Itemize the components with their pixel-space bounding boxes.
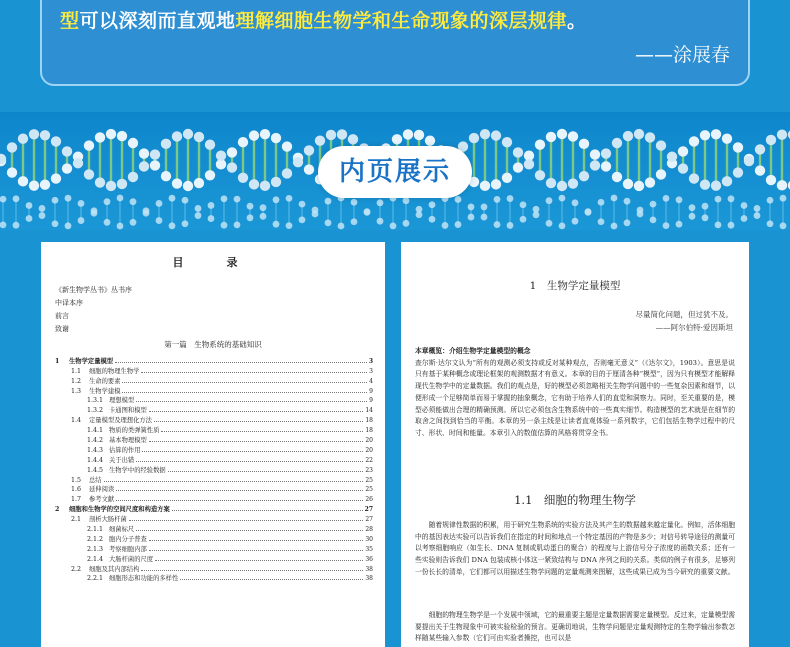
helix-atom xyxy=(194,178,204,188)
toc-entry-number: 1.4.3 xyxy=(87,446,104,454)
helix-atom xyxy=(161,139,171,149)
toc-entry-page: 38 xyxy=(365,575,373,583)
toc-leader-dots xyxy=(104,480,364,482)
toc-entry-number: 1.4.5 xyxy=(87,466,104,474)
helix-atom xyxy=(601,161,611,171)
helix-atom xyxy=(7,142,17,152)
toc-entry xyxy=(55,424,373,434)
helix-atom xyxy=(106,181,116,191)
helix-atom xyxy=(722,176,732,186)
helix-atom xyxy=(62,146,72,156)
helix-atom xyxy=(469,133,479,143)
helix-atom xyxy=(172,131,182,141)
front-matter-preface: 前言 xyxy=(55,312,69,320)
toc-leader-dots xyxy=(136,460,363,462)
helix-atom xyxy=(491,130,501,140)
toc-entry-title: 细胞形态和功能的多样性 xyxy=(109,575,179,583)
helix-atom xyxy=(205,140,215,150)
section-title: 1.1 细胞的物理生物学 xyxy=(514,493,636,507)
helix-atom xyxy=(678,163,688,173)
helix-atom xyxy=(337,129,347,139)
toc-entry-number: 1.2 xyxy=(71,377,82,385)
helix-atom xyxy=(139,161,149,171)
helix-atom xyxy=(634,181,644,191)
toc-entry-page: 20 xyxy=(365,437,373,445)
helix-atom xyxy=(315,135,325,145)
helix-atom xyxy=(348,134,358,144)
toc-entry xyxy=(55,543,373,553)
helix-atom xyxy=(172,178,182,188)
summary-label: 本章概览： xyxy=(415,347,449,355)
helix-atom xyxy=(216,150,226,160)
front-matter-acknowledgements: 致谢 xyxy=(55,325,69,333)
helix-atom xyxy=(689,136,699,146)
toc-entry-page: 38 xyxy=(365,565,373,573)
toc-entry-title: 定量模型及理想化方法 xyxy=(89,417,152,425)
epigraph-attribution: ——阿尔伯特·爱因斯坦 xyxy=(655,323,733,332)
toc-entry xyxy=(55,444,373,454)
toc-entry-number: 1.4 xyxy=(71,417,82,425)
toc-entry xyxy=(55,503,373,513)
toc-entry-title: 物质的类弹簧性质 xyxy=(109,427,160,435)
toc-entry xyxy=(55,355,373,365)
toc-entry-number: 2.1.2 xyxy=(87,535,104,543)
chapter-summary xyxy=(415,346,735,440)
helix-atom xyxy=(513,162,523,172)
helix-atom xyxy=(733,142,743,152)
helix-atom xyxy=(579,139,589,149)
helix-atom xyxy=(590,160,600,170)
part-title: 第一篇 生物系统的基础知识 xyxy=(164,340,262,349)
toc-entry-number: 1 xyxy=(55,357,60,365)
helix-atom xyxy=(590,149,600,159)
summary-body: 查尔斯·达尔文认为“所有的观测必须支持或反对某种观点，否则毫无意义”（《达尔文》，1903）。意思是说只有基于某种概念或理论框架的观测数据才有意义。本章的目的于厘清各种“模型”，因为只有模型才能解释现代生物学中的定量数据。我们的观点是，好的模型必须忽略相关生物学问题中的一些复杂因素和细节，以便形成一个足够简单而易于掌握的抽象概念，它有助于培养人们的直觉和洞察力。同时，至关重要的是，模型必须能做出合理的精确预测。所以它必须包含生物系统中的一些真实细节。构造模型的艺术就是在细节的取舍之间找到恰当的平衡。本章的另一条主线是让读者直观体验一系列数字，它们包括生物学过程中的尺寸、形状、时间和能量。本章引入的数值估算的风格将贯穿全书。 xyxy=(415,358,735,437)
toc-entry-page: 20 xyxy=(365,446,373,454)
toc-leader-dots xyxy=(180,578,363,580)
helix-atom xyxy=(249,130,259,140)
helix-atom xyxy=(271,177,281,187)
helix-atom xyxy=(623,131,633,141)
quote-end: 。 xyxy=(567,10,587,32)
helix-atom xyxy=(117,131,127,141)
toc-leader-dots xyxy=(122,391,367,393)
quote-highlight: 理解细胞生物学和生命现象的深层规律 xyxy=(235,10,568,32)
helix-atom xyxy=(568,178,578,188)
toc-entry-number: 2.2.1 xyxy=(87,575,104,583)
helix-atom xyxy=(73,158,83,168)
toc-entry-title: 估算的作用 xyxy=(109,446,141,454)
helix-atom xyxy=(711,181,721,191)
toc-entry-title: 细菌标尺 xyxy=(109,526,135,534)
helix-atom xyxy=(645,177,655,187)
helix-atom xyxy=(84,169,94,179)
toc-entry-page: 3 xyxy=(369,367,373,375)
toc-entry-title: 卡通图和模型 xyxy=(109,407,147,415)
toc-entry-number: 1.3 xyxy=(71,387,82,395)
helix-atom xyxy=(535,170,545,180)
toc-entry-title: 延伸阅读 xyxy=(89,486,115,494)
body-paragraph-2: 细胞的物理生物学是一个发展中领域，它的最重要主题是定量数据需要定量模型。反过来，定量模型需要提出关于生物现象中可被实验检验的预言。更确切地说，生物学问题是定量观测特定的生物学输出参数怎样随某些输入参数（它们可由实验者操控，也可以是 xyxy=(415,611,735,643)
helix-atom xyxy=(656,169,666,179)
toc-entry-number: 1.4.4 xyxy=(87,456,104,464)
helix-atom xyxy=(29,181,39,191)
helix-atom xyxy=(150,149,160,159)
toc-entry-page: 23 xyxy=(365,466,373,474)
toc-entry-title: 生物学定量模型 xyxy=(69,357,114,365)
toc-entry xyxy=(55,464,373,474)
quote-middle: 可以深刻而直观地 xyxy=(79,10,236,32)
toc-entry xyxy=(55,474,373,484)
toc-entry-title: 考察细胞内部 xyxy=(109,545,147,553)
toc-entry-page: 27 xyxy=(365,516,373,524)
toc-entry-page: 18 xyxy=(365,427,373,435)
toc-entry-title: 剖析大肠杆菌 xyxy=(89,516,127,524)
toc-entry xyxy=(55,454,373,464)
helix-atom xyxy=(678,146,688,156)
toc-entry-number: 1.7 xyxy=(71,496,82,504)
helix-atom xyxy=(579,171,589,181)
helix-atom xyxy=(271,133,281,143)
helix-atom xyxy=(777,129,787,139)
toc-entry xyxy=(55,484,373,494)
toc-entry xyxy=(55,563,373,573)
toc-leader-dots xyxy=(172,509,363,511)
helix-atom xyxy=(403,129,413,139)
helix-atom xyxy=(161,171,171,181)
helix-atom xyxy=(524,159,534,169)
quote-prefix: 型 xyxy=(60,10,80,32)
text-page xyxy=(401,242,749,647)
toc-leader-dots xyxy=(141,371,367,373)
toc-entry-number: 2.1.4 xyxy=(87,555,104,563)
helix-atom xyxy=(744,156,754,166)
helix-atom xyxy=(667,152,677,162)
toc-leader-dots xyxy=(149,440,364,442)
toc-entry xyxy=(55,385,373,395)
toc-leader-dots xyxy=(136,400,367,402)
helix-atom xyxy=(711,129,721,139)
toc-entry xyxy=(55,365,373,375)
helix-atom xyxy=(634,129,644,139)
toc-entry-title: 基本物理模型 xyxy=(109,437,147,445)
toc-entry-number: 2 xyxy=(55,506,60,514)
helix-atom xyxy=(282,168,292,178)
helix-atom xyxy=(546,132,556,142)
toc-entry-title: 生物学建模 xyxy=(89,387,121,395)
toc-entry-number: 1.3.2 xyxy=(87,407,104,415)
helix-atom xyxy=(117,179,127,189)
helix-atom xyxy=(282,141,292,151)
toc-entry xyxy=(55,493,373,503)
helix-atom xyxy=(304,164,314,174)
summary-lead: 介绍生物学定量模型的概念 xyxy=(448,347,531,355)
toc-leader-dots xyxy=(154,420,363,422)
toc-entry-number: 1.6 xyxy=(71,486,82,494)
quote-card xyxy=(40,0,750,86)
helix-atom xyxy=(227,162,237,172)
toc-entry-number: 1.5 xyxy=(71,476,82,484)
toc-entry-page: 18 xyxy=(365,417,373,425)
section-badge: 内页展示 xyxy=(318,146,472,198)
helix-atom xyxy=(260,129,270,139)
toc-entry-title: 大肠杆菌的尺度 xyxy=(109,555,154,563)
helix-atom xyxy=(755,165,765,175)
toc-title: 目 录 xyxy=(172,256,254,269)
helix-atom xyxy=(139,148,149,158)
toc-leader-dots xyxy=(155,559,363,561)
toc-leader-dots xyxy=(129,519,364,521)
helix-atom xyxy=(777,180,787,190)
toc-entry-page: 3 xyxy=(368,357,373,365)
helix-atom xyxy=(18,176,28,186)
helix-atom xyxy=(480,181,490,191)
epigraph xyxy=(636,308,734,334)
toc-entry-page: 25 xyxy=(365,476,373,484)
toc-entry-page: 22 xyxy=(365,456,373,464)
helix-atom xyxy=(293,157,303,167)
helix-atom xyxy=(29,129,39,139)
toc-entry-title: 关于出错 xyxy=(109,456,135,464)
toc-leader-dots xyxy=(142,450,363,452)
toc-leader-dots xyxy=(115,361,367,363)
helix-atom xyxy=(546,178,556,188)
helix-atom xyxy=(95,177,105,187)
helix-atom xyxy=(326,130,336,140)
toc-entry-number: 2.1.1 xyxy=(87,526,104,534)
toc-entry-title: 生命的要素 xyxy=(89,377,121,385)
toc-entry-number: 1.3.1 xyxy=(87,397,104,405)
helix-atom xyxy=(480,129,490,139)
helix-atom xyxy=(645,132,655,142)
toc-entry-number: 2.1 xyxy=(71,516,82,524)
toc-entry-title: 细胞和生物学的空间尺度和构造方案 xyxy=(69,506,170,514)
toc-entry-page: 27 xyxy=(364,506,373,514)
helix-atom xyxy=(205,170,215,180)
toc-entry-title: 生物学中的经验数据 xyxy=(109,466,166,474)
helix-atom xyxy=(106,129,116,139)
helix-atom xyxy=(150,160,160,170)
helix-atom xyxy=(51,173,61,183)
helix-atom xyxy=(491,179,501,189)
helix-atom xyxy=(755,144,765,154)
toc-entry-title: 细胞的物理生物学 xyxy=(89,367,140,375)
helix-atom xyxy=(84,140,94,150)
toc-leader-dots xyxy=(149,539,364,541)
helix-atom xyxy=(656,140,666,150)
helix-atom xyxy=(568,131,578,141)
helix-atom xyxy=(733,167,743,177)
toc-entry-number: 1.4.1 xyxy=(87,427,104,435)
helix-atom xyxy=(722,133,732,143)
helix-atom xyxy=(249,179,259,189)
body-paragraph-1: 随着规律性数据的积累，用于研究生物系统的实验方法及其产生的数据越来越定量化。例如，活体细胞中的基因表达实验可以告诉我们在指定的时间和地点一个特定基因的产物是多少；对信号转导途径的测量可以考察细胞响应（如生长、DNA 复制或肌动蛋白的聚合）的程度与上游信号分子浓度的函数关系；还有一些实验则告诉我们 DNA 包装成核小体这一紧致结构与 DNA 序列之间的关系。类似的例子有很多，足够列一份长长的清单，它们都可以用描述生物学问题的定量观测来图解，这些成果已成为当今研究的重要文献。 xyxy=(415,521,735,576)
helix-atom xyxy=(502,137,512,147)
toc-entry-number: 2.2 xyxy=(71,565,82,573)
toc-entry-page: 14 xyxy=(365,407,373,415)
toc-entry xyxy=(55,404,373,414)
helix-atom xyxy=(557,129,567,139)
toc-entry-page: 30 xyxy=(365,535,373,543)
toc-leader-dots xyxy=(116,499,363,501)
toc-leader-dots xyxy=(122,381,367,383)
helix-atom xyxy=(601,148,611,158)
helix-atom xyxy=(238,173,248,183)
helix-atom xyxy=(95,132,105,142)
toc-leader-dots xyxy=(141,569,363,571)
toc-entry-title: 细胞及其内部结构 xyxy=(89,565,140,573)
toc-entry xyxy=(55,414,373,424)
toc-leader-dots xyxy=(116,489,363,491)
helix-atom xyxy=(128,172,138,182)
helix-atom xyxy=(766,135,776,145)
helix-atom xyxy=(612,138,622,148)
toc-entry xyxy=(55,375,373,385)
helix-atom xyxy=(183,129,193,139)
toc-entry-page: 36 xyxy=(365,555,373,563)
toc-leader-dots xyxy=(149,410,364,412)
helix-atom xyxy=(238,137,248,147)
toc-entry-number: 1.4.2 xyxy=(87,437,104,445)
toc-leader-dots xyxy=(149,549,364,551)
toc-entry-page: 9 xyxy=(369,387,373,395)
toc-leader-dots xyxy=(161,430,363,432)
helix-atom xyxy=(392,134,402,144)
toc-entry xyxy=(55,395,373,405)
toc-entry-page: 4 xyxy=(369,377,373,385)
toc-entry-title: 参考文献 xyxy=(89,496,115,504)
toc-entry-page: 26 xyxy=(365,496,373,504)
epigraph-quote: 尽量简化问题，但过犹不及。 xyxy=(635,310,733,319)
helix-atom xyxy=(183,181,193,191)
toc-entry xyxy=(55,513,373,523)
toc-entry xyxy=(55,533,373,543)
helix-atom xyxy=(623,179,633,189)
helix-atom xyxy=(194,132,204,142)
quote-author: ——涂展春 xyxy=(634,44,730,66)
toc-entry-page: 25 xyxy=(365,486,373,494)
toc-entry-number: 2.1.3 xyxy=(87,545,104,553)
helix-atom xyxy=(62,163,72,173)
toc-entry-number: 1.1 xyxy=(71,367,82,375)
toc-entry xyxy=(55,434,373,444)
helix-atom xyxy=(513,147,523,157)
front-matter-series-preface: 《新生物学丛书》丛书序 xyxy=(55,286,132,294)
toc-entry-page: 28 xyxy=(365,526,373,534)
helix-atom xyxy=(557,181,567,191)
toc-page xyxy=(41,242,385,647)
helix-atom xyxy=(40,130,50,140)
chapter-title: 1 生物学定量模型 xyxy=(529,280,621,292)
helix-atom xyxy=(260,181,270,191)
toc-entry-page: 9 xyxy=(369,397,373,405)
helix-atom xyxy=(612,172,622,182)
helix-atom xyxy=(128,138,138,148)
toc-entry-title: 胞内分子普查 xyxy=(109,535,147,543)
helix-atom xyxy=(18,133,28,143)
helix-atom xyxy=(40,180,50,190)
toc-entry xyxy=(55,553,373,563)
toc-entry-title: 总结 xyxy=(89,476,102,484)
front-matter-translation-preface: 中译本序 xyxy=(55,299,83,307)
helix-atom xyxy=(304,145,314,155)
helix-atom xyxy=(689,173,699,183)
helix-atom xyxy=(425,135,435,145)
toc-list xyxy=(55,355,373,582)
helix-atom xyxy=(535,140,545,150)
toc-entry xyxy=(55,523,373,533)
toc-leader-dots xyxy=(136,529,363,531)
helix-atom xyxy=(414,130,424,140)
helix-atom xyxy=(700,180,710,190)
helix-atom xyxy=(227,147,237,157)
toc-entry-title: 理想模型 xyxy=(109,397,135,405)
helix-atom xyxy=(766,175,776,185)
helix-atom xyxy=(51,136,61,146)
toc-entry xyxy=(55,573,373,583)
toc-leader-dots xyxy=(168,470,364,472)
helix-atom xyxy=(7,167,17,177)
helix-atom xyxy=(502,173,512,183)
toc-entry-page: 35 xyxy=(365,545,373,553)
quote-text xyxy=(60,6,587,33)
helix-atom xyxy=(700,130,710,140)
